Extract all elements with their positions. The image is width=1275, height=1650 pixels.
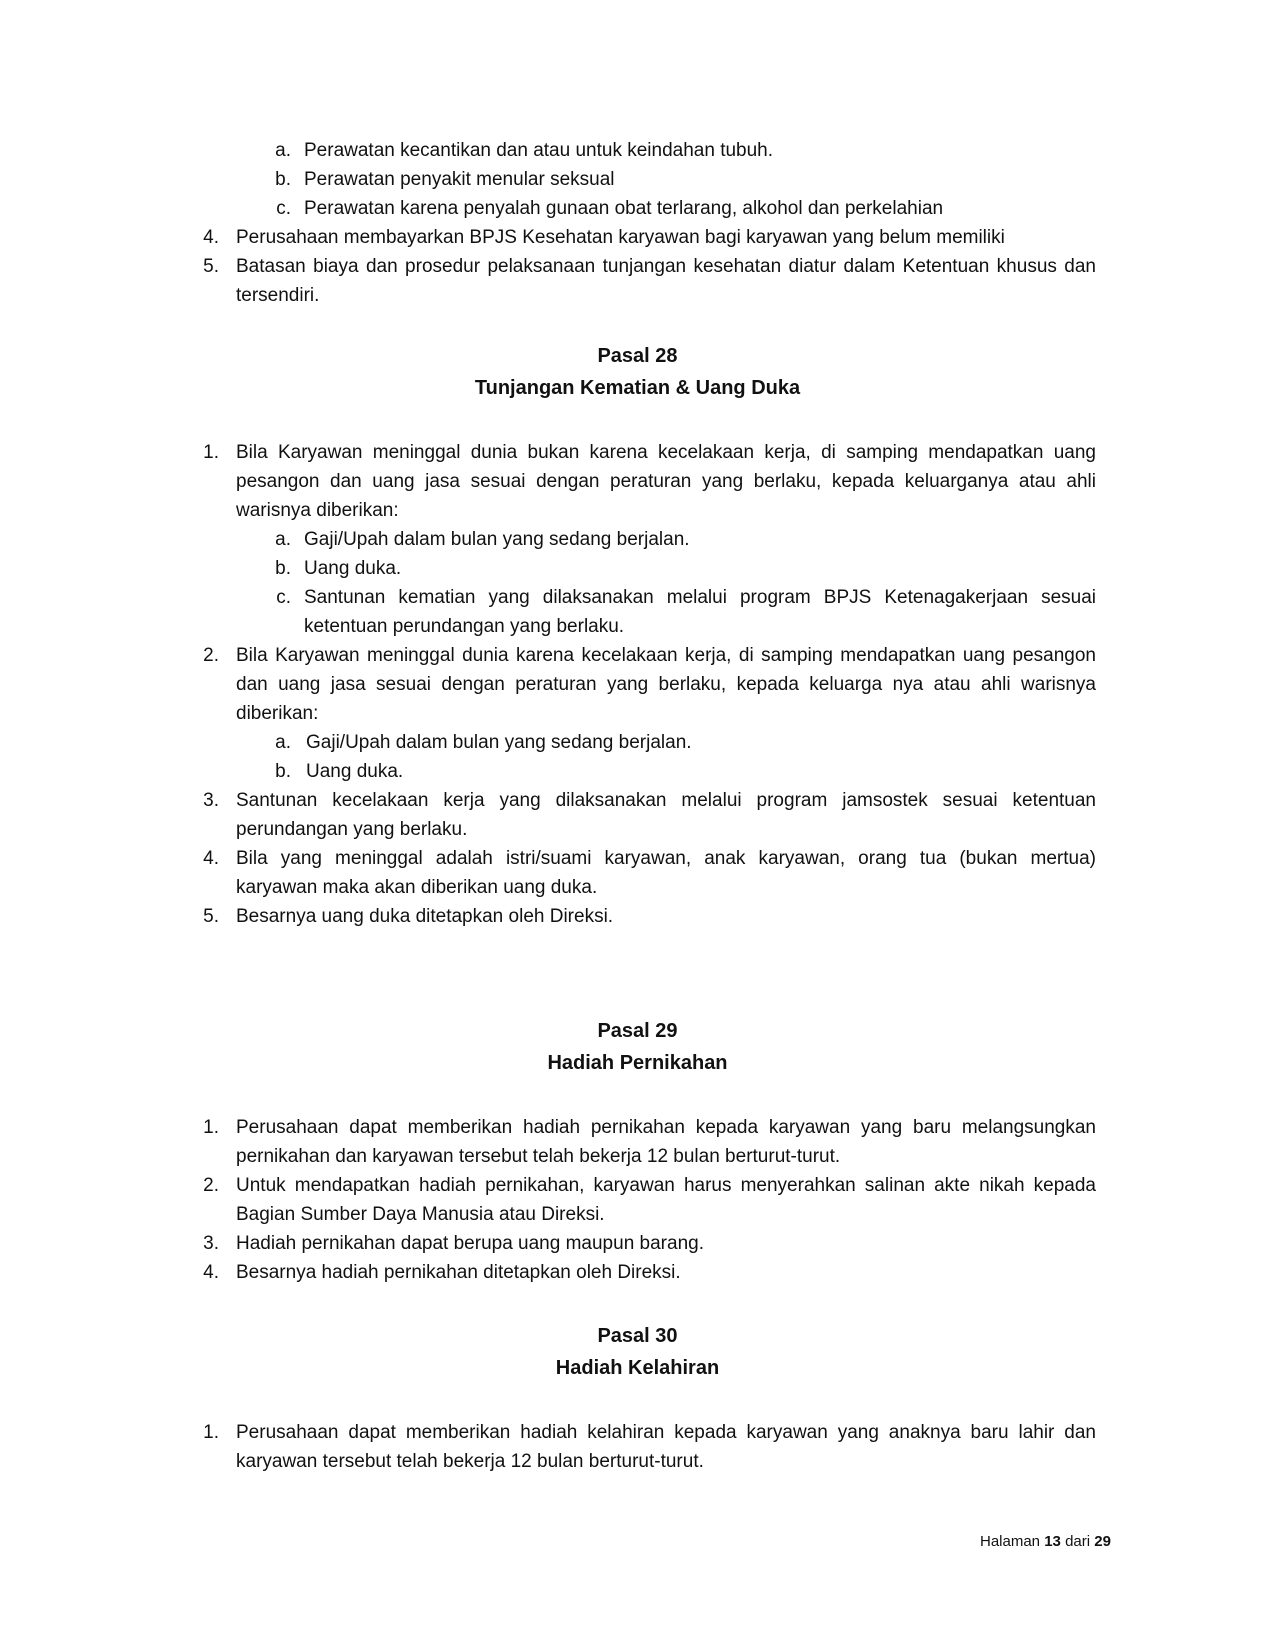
sub-marker: a. (275, 529, 291, 550)
list-item: Perusahaan dapat memberikan hadiah pernikahan kepada karyawan yang baru melangsungkan (236, 1117, 1096, 1138)
list-item: Besarnya hadiah pernikahan ditetapkan oleh Direksi. (236, 1262, 681, 1283)
sub-marker: b. (275, 558, 291, 579)
list-item: Bila Karyawan meninggal dunia bukan karena kecelakaan kerja, di samping mendapatkan uang (236, 442, 1096, 463)
total-pages: 29 (1094, 1533, 1111, 1550)
list-item: Perusahaan membayarkan BPJS Kesehatan karyawan bagi karyawan yang belum memiliki (236, 227, 1005, 248)
list-item: dan uang jasa sesuai dengan peraturan yang berlaku, kepada keluarga nya atau ahli warisnya (236, 674, 1096, 695)
list-item: Untuk mendapatkan hadiah pernikahan, karyawan harus menyerahkan salinan akte nikah kepada (236, 1175, 1096, 1196)
list-item: Santunan kematian yang dilaksanakan melalui program BPJS Ketenagakerjaan sesuai (304, 587, 1096, 608)
list-item: Santunan kecelakaan kerja yang dilaksanakan melalui program jamsostek sesuai ketentuan (236, 790, 1096, 811)
item-marker: 2. (203, 1175, 219, 1196)
item-marker: 4. (203, 1262, 219, 1283)
item-marker: 3. (203, 1233, 219, 1254)
current-page: 13 (1044, 1533, 1061, 1550)
item-marker: 1. (203, 442, 219, 463)
list-item: Bagian Sumber Daya Manusia atau Direksi. (236, 1204, 605, 1225)
item-marker: 2. (203, 645, 219, 666)
item-marker: 1. (203, 1117, 219, 1138)
section-title: Tunjangan Kematian & Uang Duka (474, 377, 801, 399)
list-item: Perawatan penyakit menular seksual (304, 169, 615, 190)
footer-prefix: Halaman (980, 1533, 1041, 1550)
item-marker: 5. (203, 256, 219, 277)
item-marker: 5. (203, 906, 219, 927)
sub-marker: b. (275, 169, 291, 190)
list-item: Perusahaan dapat memberikan hadiah kelahiran kepada karyawan yang anaknya baru lahir dan (236, 1422, 1096, 1443)
item-marker: 1. (203, 1422, 219, 1443)
list-item: Bila yang meninggal adalah istri/suami karyawan, anak karyawan, orang tua (bukan mertua) (236, 848, 1096, 869)
page-footer (980, 1532, 1111, 1552)
sub-marker: c. (276, 198, 291, 219)
list-item: pesangon dan uang jasa sesuai dengan peraturan yang berlaku, kepada keluarganya atau ahli (236, 471, 1096, 492)
sub-marker: a. (275, 732, 291, 753)
section-title: Hadiah Kelahiran (555, 1357, 720, 1379)
list-item: Uang duka. (306, 761, 404, 782)
section-title: Hadiah Pernikahan (547, 1052, 728, 1074)
item-marker: 4. (203, 227, 219, 248)
list-item: pernikahan dan karyawan tersebut telah bekerja 12 bulan berturut-turut. (236, 1146, 841, 1167)
list-item: Besarnya uang duka ditetapkan oleh Direksi. (236, 906, 614, 927)
list-item: Hadiah pernikahan dapat berupa uang maupun barang. (236, 1233, 704, 1254)
section-number: Pasal 28 (597, 345, 678, 367)
list-item: ketentuan perundangan yang berlaku. (304, 616, 625, 637)
sub-marker: b. (275, 761, 291, 782)
list-item: Perawatan kecantikan dan atau untuk keindahan tubuh. (304, 140, 774, 161)
list-item: Gaji/Upah dalam bulan yang sedang berjalan. (306, 732, 692, 753)
list-item: Bila Karyawan meninggal dunia karena kecelakaan kerja, di samping mendapatkan uang pesangon (236, 645, 1096, 666)
section-number: Pasal 29 (597, 1020, 678, 1042)
list-item: Uang duka. (304, 558, 402, 579)
list-item: karyawan tersebut telah bekerja 12 bulan berturut-turut. (236, 1451, 704, 1472)
list-item: Perawatan karena penyalah gunaan obat terlarang, alkohol dan perkelahian (304, 198, 944, 219)
list-item: warisnya diberikan: (236, 500, 399, 521)
list-item: perundangan yang berlaku. (236, 819, 468, 840)
sub-marker: a. (275, 140, 291, 161)
item-marker: 4. (203, 848, 219, 869)
list-item: tersendiri. (236, 285, 320, 306)
sub-marker: c. (276, 587, 291, 608)
list-item: diberikan: (236, 703, 319, 724)
footer-middle: dari (1065, 1533, 1091, 1550)
section-number: Pasal 30 (597, 1325, 678, 1347)
list-item: Gaji/Upah dalam bulan yang sedang berjalan. (304, 529, 690, 550)
list-item: karyawan maka akan diberikan uang duka. (236, 877, 598, 898)
list-item: Batasan biaya dan prosedur pelaksanaan tunjangan kesehatan diatur dalam Ketentuan khusus dan (236, 256, 1096, 277)
item-marker: 3. (203, 790, 219, 811)
